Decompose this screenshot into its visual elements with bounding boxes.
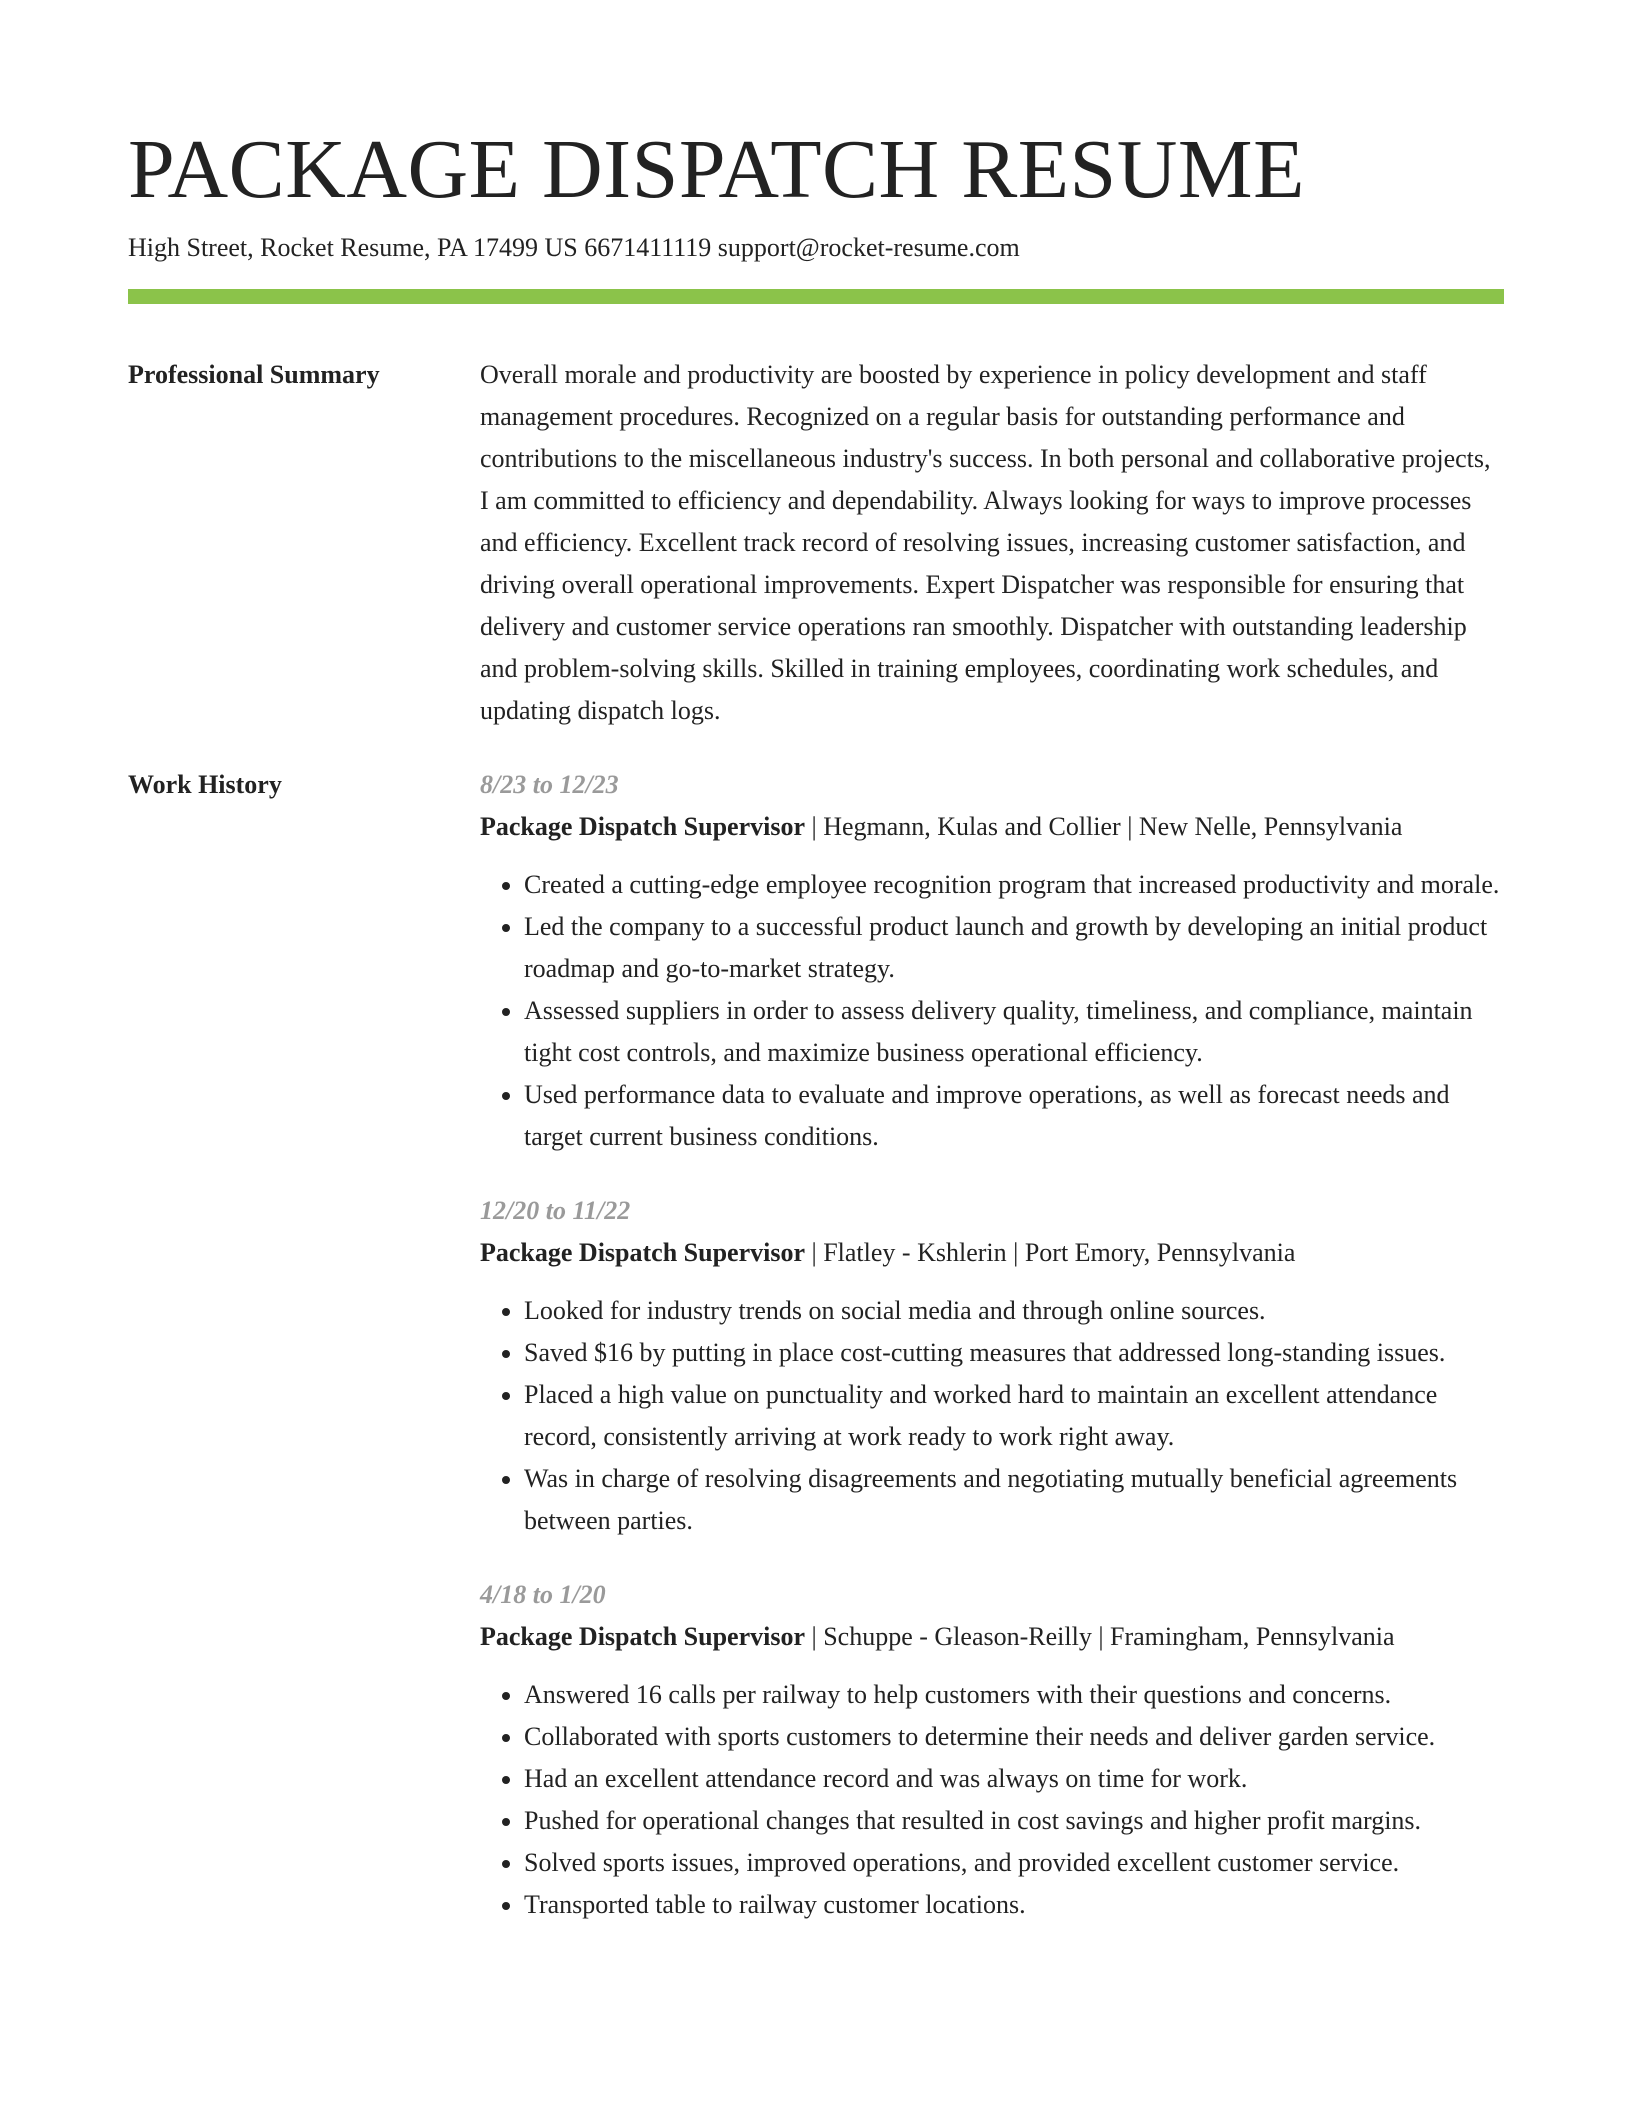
job-entry [480,1574,1504,1926]
work-history-section [128,764,1504,1958]
job-details: | Flatley - Kshlerin | Port Emory, Pennsylvania [805,1238,1296,1267]
job-bullet: • Pushed for operational changes that resulted in cost savings and higher profit margins. [524,1800,1504,1842]
job-bullet: • Created a cutting-edge employee recognition program that increased productivity and morale. [524,864,1504,906]
professional-summary-body [480,354,1504,732]
job-bullet: • Solved sports issues, improved operations, and provided excellent customer service. [524,1842,1504,1884]
job-details: | Hegmann, Kulas and Collier | New Nelle, Pennsylvania [805,812,1403,841]
work-history-body [480,764,1504,1958]
job-bullet: • Used performance data to evaluate and improve operations, as well as forecast needs and target current business conditions. [524,1074,1504,1158]
job-title: Package Dispatch Supervisor [480,1238,805,1267]
summary-text: Overall morale and productivity are boosted by experience in policy development and staff management procedures. Recognized on a regular basis for outstanding performance and contributions to the miscellaneous industry's success. In both personal and collaborative projects, I am committed to efficiency and dependability. Always looking for ways to improve processes and efficiency. Excellent track record of resolving issues, increasing customer satisfaction, and driving overall operational improvements. Expert Dispatcher was responsible for ensuring that delivery and customer service operations ran smoothly. Dispatcher with outstanding leadership and problem-solving skills. Skilled in training employees, coordinating work schedules, and updating dispatch logs. [480,360,1491,725]
job-bullet: • Saved $16 by putting in place cost-cutting measures that addressed long-standing issues. [524,1332,1504,1374]
job-title: Package Dispatch Supervisor [480,1622,805,1651]
job-dates: 4/18 to 1/20 [480,1580,606,1609]
job-entry [480,1190,1504,1542]
job-dates: 12/20 to 11/22 [480,1196,631,1225]
resume-title: PACKAGE DISPATCH RESUME [128,123,1305,216]
job-title: Package Dispatch Supervisor [480,812,805,841]
section-label-work-history: Work History [128,770,282,799]
job-bullet: • Looked for industry trends on social media and through online sources. [524,1290,1504,1332]
job-header [480,1616,1504,1658]
job-details: | Schuppe - Gleason-Reilly | Framingham, Pennsylvania [805,1622,1395,1651]
accent-divider [128,289,1504,304]
job-header [480,806,1504,848]
job-bullet: • Assessed suppliers in order to assess delivery quality, timeliness, and compliance, maintain tight cost controls, and maximize business operational efficiency. [524,990,1504,1074]
job-bullet: • Collaborated with sports customers to determine their needs and deliver garden service. [524,1716,1504,1758]
job-dates: 8/23 to 12/23 [480,770,619,799]
section-label-professional-summary: Professional Summary [128,360,380,389]
job-header [480,1232,1504,1274]
job-bullet: • Was in charge of resolving disagreements and negotiating mutually beneficial agreements between parties. [524,1458,1504,1542]
job-bullets [480,1674,1504,1926]
job-entry [480,764,1504,1158]
job-bullet: • Had an excellent attendance record and was always on time for work. [524,1758,1504,1800]
contact-line: High Street, Rocket Resume, PA 17499 US 6671411119 support@rocket-resume.com [128,233,1020,262]
job-bullet: • Led the company to a successful product launch and growth by developing an initial product roadmap and go-to-market strategy. [524,906,1504,990]
job-bullets [480,864,1504,1158]
job-bullet: • Transported table to railway customer locations. [524,1884,1504,1926]
professional-summary-section [128,354,1504,732]
job-bullet: • Answered 16 calls per railway to help customers with their questions and concerns. [524,1674,1504,1716]
job-bullet: • Placed a high value on punctuality and worked hard to maintain an excellent attendance record, consistently arriving at work ready to work right away. [524,1374,1504,1458]
job-bullets [480,1290,1504,1542]
